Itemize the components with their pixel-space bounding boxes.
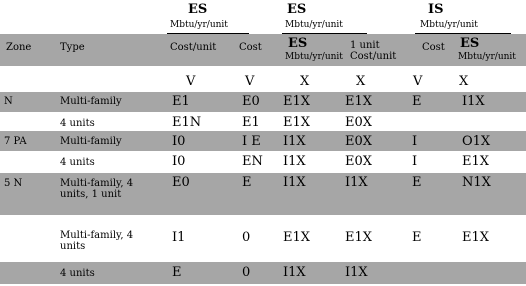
table-row-2-c3: E1X [283,115,311,130]
table-row-6-c3: E1X [283,230,311,245]
unit-c3: X [300,74,310,89]
table-row-3-zone: 7 PA [4,136,27,147]
table-row-7-c4: I1X [345,265,368,280]
table-row-5-c2: E [242,175,252,190]
table-row-3-c4: E0X [345,134,373,149]
table-row-1-c5: E [412,94,422,109]
col-c4-header: 1 unit Cost/unit [350,40,397,62]
table-row-3-c3: I1X [283,134,306,149]
table-row-3-c2: I E [242,134,261,149]
table-row-7-type: 4 units [60,268,95,279]
table-row-7-c1: E [172,265,182,280]
table-row-7-c2: 0 [242,265,251,280]
col-c1-header: Cost/unit [170,42,217,53]
group-1-title: ES [188,2,208,17]
table-row-4-c6: E1X [462,154,490,169]
table-row-6-c2: 0 [242,230,251,245]
table-row-5-c4: I1X [345,175,368,190]
table-row-5-c3: I1X [283,175,306,190]
unit-c6: X [459,74,469,89]
table-row-4-type: 4 units [60,157,95,168]
group-3-sub: Mbtu/yr/unit [420,20,478,30]
table-row-5-zone: 5 N [4,178,23,189]
table-row-5-c5: E [412,175,422,190]
table-row-4-c2: EN [242,154,263,169]
table-row-5-type: Multi-family, 4 units, 1 unit [60,178,134,200]
table-row-3-c6: O1X [462,134,491,149]
unit-c1: V [186,74,196,89]
table-row-6-type: Multi-family, 4 units [60,230,134,252]
table-row-4-c3: I1X [283,154,306,169]
col-type-header: Type [60,42,85,53]
table-row-1-c3: E1X [283,94,311,109]
col-c6-header-title: ES [460,36,480,51]
group-2-title: ES [287,2,307,17]
table-row-6-c1: I1 [172,230,186,245]
table-row-6-c5: E [412,230,422,245]
table-row-3-c1: I0 [172,134,186,149]
group-3-title: IS [428,2,444,17]
table-row-1-zone: N [4,96,13,107]
table-row-3-type: Multi-family [60,136,122,147]
table-row-2-c1: E1N [172,115,202,130]
table-row-2-c2: E1 [242,115,260,130]
group-2-sub: Mbtu/yr/unit [285,20,343,30]
table-row-1-type: Multi-family [60,96,122,107]
table-row-6-c6: E1X [462,230,490,245]
table-row-5-c6: N1X [462,175,491,190]
table-row-2-c4: E0X [345,115,373,130]
col-c5-header: Cost [422,42,445,53]
table-row-7-c3: I1X [283,265,306,280]
group-3-rule [415,33,511,34]
table-row-1-c6: I1X [462,94,485,109]
table-row-4-c5: I [412,154,418,169]
group-2-rule [282,33,367,34]
table-row-1-c2: E0 [242,94,260,109]
unit-c4: X [356,74,366,89]
table-row-6-c4: E1X [345,230,373,245]
table-row-4-c4: E0X [345,154,373,169]
col-c2-header: Cost [239,42,262,53]
table-row-1-c1: E1 [172,94,190,109]
group-1-sub: Mbtu/yr/unit [170,20,228,30]
col-c3-header-title: ES [288,36,308,51]
unit-c5: V [413,74,423,89]
col-zone-header: Zone [6,42,32,53]
col-c3-header-sub: Mbtu/yr/unit [285,52,343,62]
table-row-1-c4: E1X [345,94,373,109]
table-row-2-type: 4 units [60,118,95,129]
table-row-5-c1: E0 [172,175,190,190]
col-c6-header-sub: Mbtu/yr/unit [458,52,516,62]
table-row-3-c5: I [412,134,418,149]
table-row-4-c1: I0 [172,154,186,169]
unit-c2: V [245,74,255,89]
group-1-rule [167,33,249,34]
